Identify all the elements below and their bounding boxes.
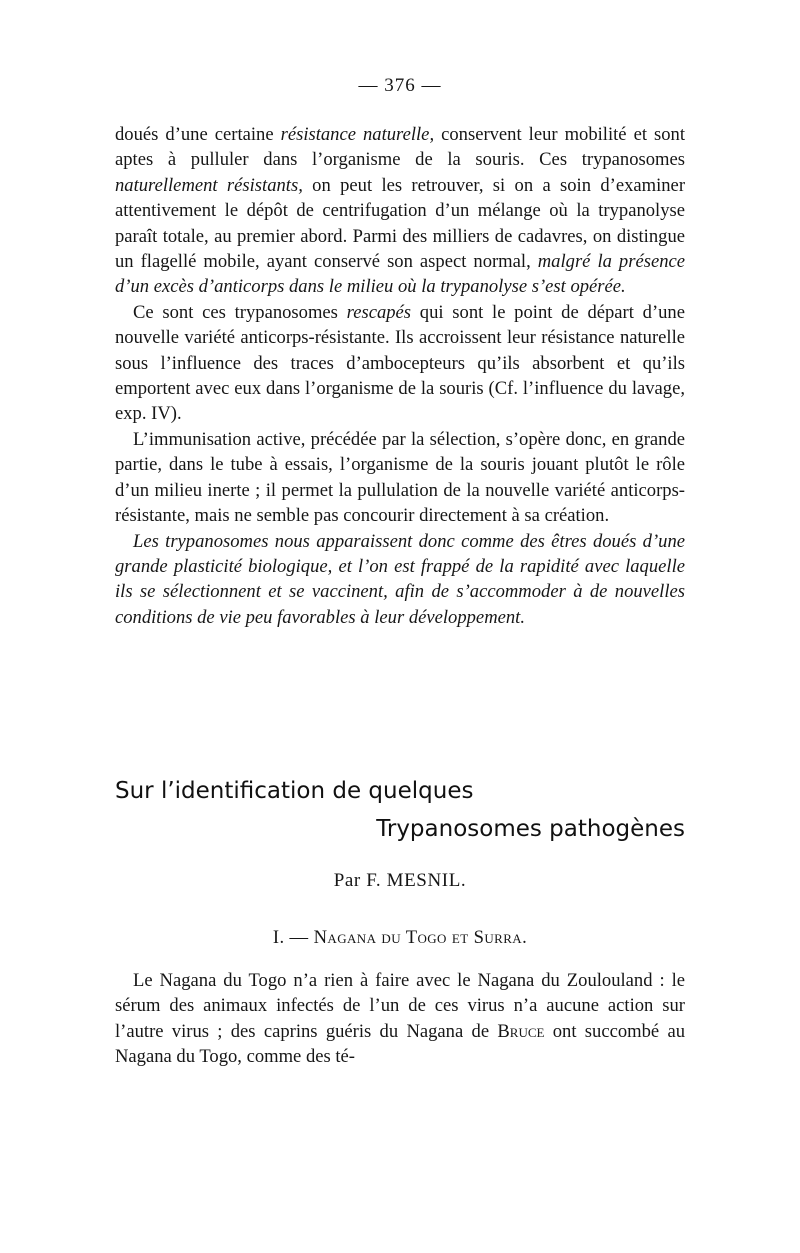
page-number: — 376 — — [358, 75, 442, 96]
author-name: F. MESNIL. — [366, 870, 467, 891]
text-run: ont succombé au Nagana du Togo, comme des té- — [115, 1020, 685, 1068]
subsection-number: I. — — [272, 927, 309, 948]
italic-run: rescapés — [346, 301, 412, 323]
paragraph — [115, 300, 685, 427]
text-run: on peut les retrouver, si on a soin d’examiner attentivement le dépôt de centrifugation d’un mélange où la trypanolyse paraît totale, au premier abord. Parmi des milliers de cadavres, on distingue un flagellé mobile, ayant conservé son aspect normal, — [115, 174, 686, 273]
text-run: L’immunisation active, précédée par la sélection, s’opère donc, en grande partie, dans le tube à essais, l’organisme de la souris jouant plutôt le rôle d’un milieu inerte ; il permet la pullulation de la nouvelle variété anticorps-résistante, mais ne semble pas concourir directement à sa création. — [115, 428, 685, 527]
section-body — [115, 968, 685, 1070]
text-run: Le Nagana du Togo n’a rien à faire avec le Nagana du Zoulouland : le sérum des animaux infectés de l’un de ces virus n’a aucune action sur l’autre virus ; des caprins guéris du Nagana de — [115, 970, 685, 1042]
paragraph — [115, 529, 685, 631]
text-run: conservent leur mobilité et sont aptes à pulluler dans l’organisme de la souris. Ces trypanosomes — [115, 124, 685, 171]
italic-run: Les trypanosomes nous apparaissent donc comme des êtres doués d’une grande plasticité biologique, et l’on est frappé de la rapidité avec laquelle ils se sélectionnent et se vaccinent, afin de s’accommoder à de nouvelles conditions de vie peu favorables à leur développement. — [115, 530, 685, 628]
author-reference: Bruce — [497, 1020, 545, 1042]
text-run: Ce sont ces trypanosomes — [133, 301, 347, 323]
byline-prefix: Par — [333, 870, 361, 891]
paragraph — [115, 427, 685, 529]
article-body — [115, 122, 685, 630]
paragraph — [115, 122, 685, 300]
italic-run: malgré la présence d’un excès d’anticorps dans le milieu où la trypanolyse s’est opérée. — [115, 251, 686, 298]
paragraph — [115, 968, 685, 1070]
section-title-line-2: Trypanosomes pathogènes — [376, 816, 685, 842]
subsection-title: Nagana du Togo et Surra. — [313, 927, 528, 948]
section-title — [115, 773, 685, 847]
subsection-heading — [115, 927, 685, 949]
text-run: doués d’une certaine — [115, 124, 281, 145]
section-title-line-1: Sur l’identification de quelques — [115, 778, 474, 804]
text-run: qui sont le point de départ d’une nouvelle variété anticorps-résistante. Ils accroissent leur résistance naturelle sous l’influence des traces d’ambocepteurs qu’ils absorbent et qu’ils emportent avec eux dans l’organisme de la souris (Cf. l’influence du lavage, exp. IV). — [115, 301, 685, 425]
italic-run: résistance naturelle, — [280, 124, 435, 145]
author-byline — [115, 870, 685, 892]
italic-run: naturellement résistants, — [115, 174, 303, 196]
